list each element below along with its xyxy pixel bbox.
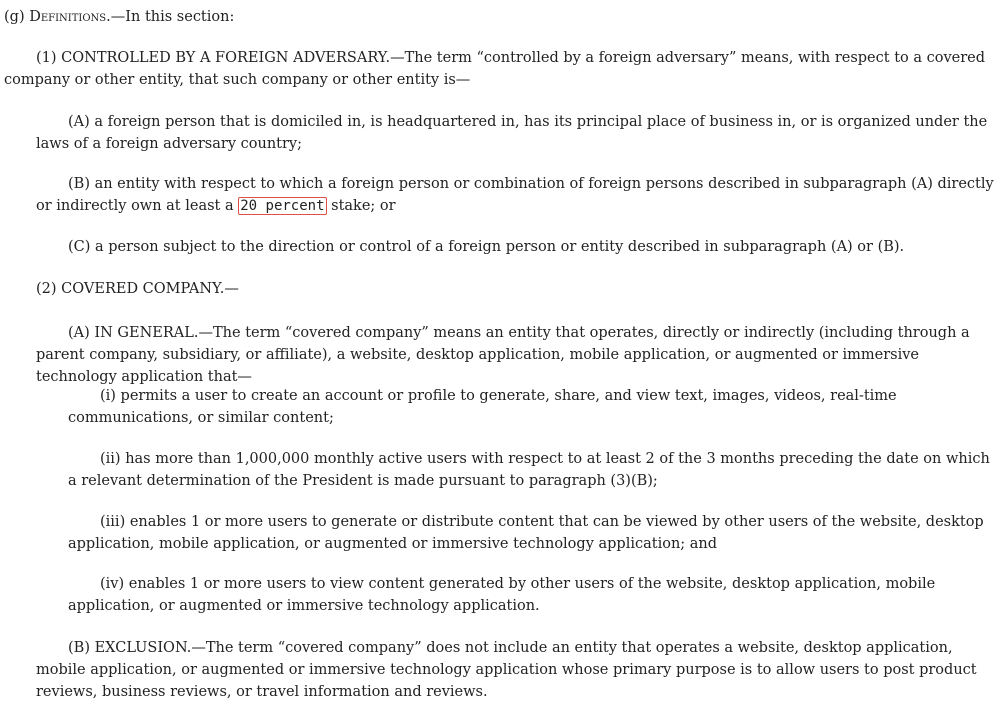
clause-2a-i-text: (i) permits a user to create an account or profile to generate, share, and view text, images, videos, real-time communications, or similar content; (68, 388, 897, 426)
subparagraph-1c-text: (C) a person subject to the direction or control of a foreign person or entity described in subparagraph (A) or (B). (68, 239, 905, 255)
paragraph-2-lead: (2) (36, 281, 62, 297)
section-g-title: Definitions (29, 9, 107, 25)
subparagraph-2a-lead: (A) (68, 325, 95, 341)
subparagraph-1b (36, 173, 994, 217)
paragraph-2-heading: COVERED COMPANY (61, 281, 220, 297)
subparagraph-2a-text: .—The term “covered company” means an entity that operates, directly or indirectly (including through a parent company, subsidiary, or affiliate), a website, desktop application, mobile application, or augmented or immersive technology application that— (36, 325, 970, 385)
clause-2a-ii (68, 448, 994, 492)
highlighted-phrase: 20 percent (240, 198, 325, 214)
subparagraph-2b-text: .—The term “covered company” does not include an entity that operates a website, desktop application, mobile application, or augmented or immersive technology application whose primary purpose is to allow users to post product reviews, business reviews, or travel information and reviews. (36, 640, 977, 700)
paragraph-1-text: .—The term “controlled by a foreign adversary” means, with respect to a covered company or other entity, that such company or other entity is— (4, 50, 986, 88)
clause-2a-iv (68, 573, 994, 617)
paragraph-1-controlled-by-foreign-adversary (4, 47, 994, 91)
clause-2a-iii (68, 511, 994, 555)
subparagraph-2b-exclusion (36, 637, 994, 703)
section-g-lead: (g) (4, 9, 30, 25)
subparagraph-1b-text-pre: (B) an entity with respect to which a foreign person or combination of foreign persons described in subparagraph (A) directly or indirectly own at least a (36, 176, 994, 214)
subparagraph-1b-text-post: stake; or (326, 198, 396, 214)
clause-2a-iii-text: (iii) enables 1 or more users to generate or distribute content that can be viewed by other users of the website, desktop application, mobile application, or augmented or immersive technology application; and (68, 514, 984, 552)
subparagraph-2a-heading: IN GENERAL (94, 325, 194, 341)
subparagraph-1c (36, 236, 994, 258)
paragraph-1-lead: (1) (36, 50, 62, 66)
clause-2a-ii-text: (ii) has more than 1,000,000 monthly active users with respect to at least 2 of the 3 months preceding the date on which a relevant determination of the President is made pursuant to paragraph (3)(B); (68, 451, 990, 489)
clause-2a-i (68, 385, 994, 429)
subparagraph-1a-text: (A) a foreign person that is domiciled in, is headquartered in, has its principal place of business in, or is organized under the laws of a foreign adversary country; (36, 114, 988, 152)
subparagraph-1a (36, 111, 994, 155)
paragraph-2-text: .— (219, 281, 239, 297)
paragraph-1-heading: CONTROLLED BY A FOREIGN ADVERSARY (61, 50, 386, 66)
subparagraph-2a-in-general (36, 322, 994, 388)
section-g-heading (4, 6, 994, 28)
subparagraph-2b-heading: EXCLUSION (94, 640, 187, 656)
section-g-tail: .—In this section: (106, 9, 235, 25)
subparagraph-2b-lead: (B) (68, 640, 95, 656)
clause-2a-iv-text: (iv) enables 1 or more users to view content generated by other users of the website, desktop application, mobile application, or augmented or immersive technology application. (68, 576, 936, 614)
paragraph-2-covered-company (36, 278, 994, 300)
